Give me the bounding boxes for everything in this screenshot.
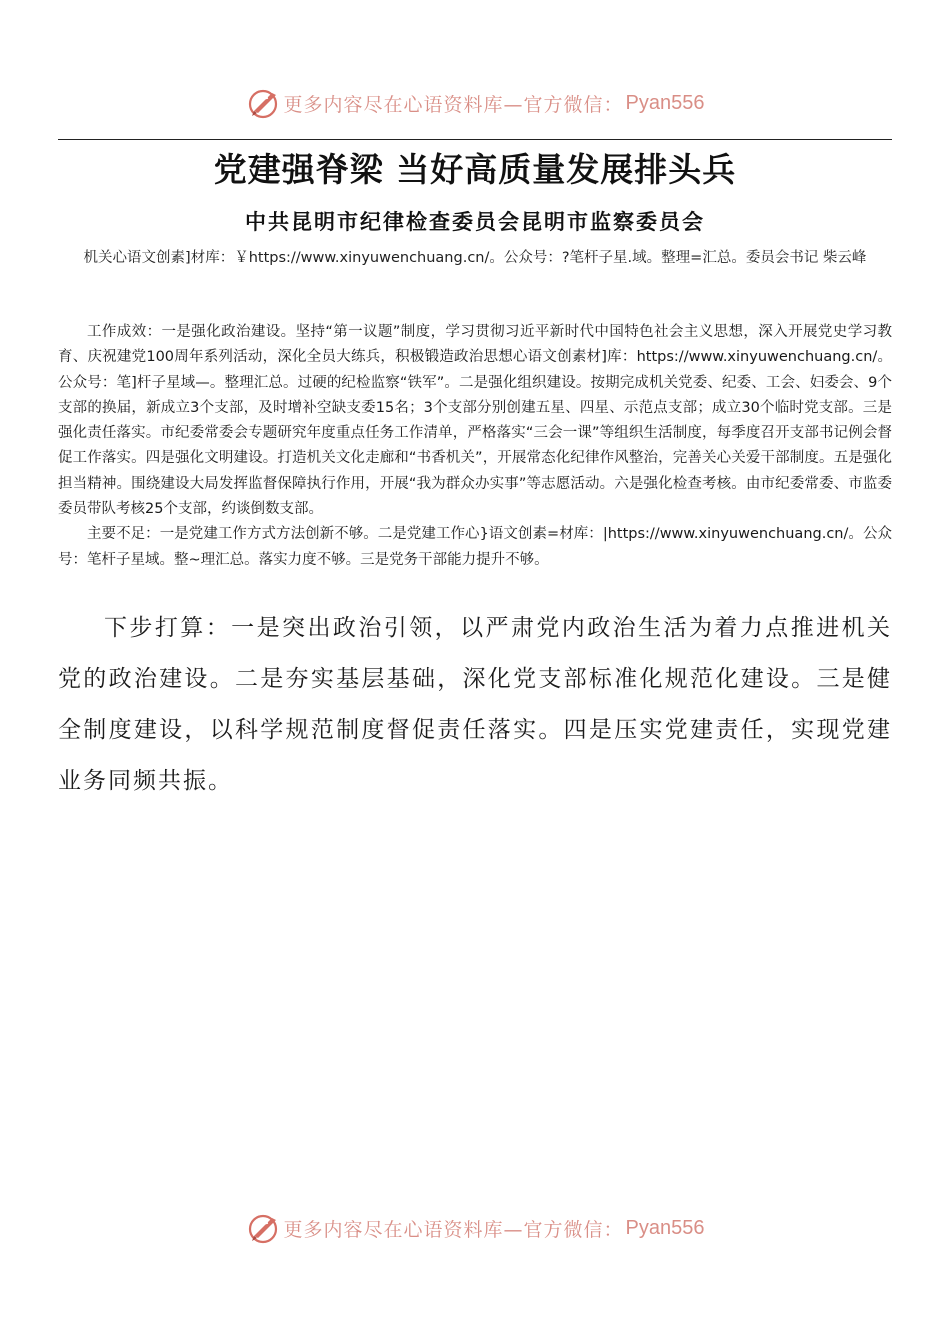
byline: 机关心语文创素]材库：￥https://www.xinyuwenchuang.cn/。公众号：?笔杆子星.域。整理=汇总。委员会书记 柴云峰: [83, 250, 867, 266]
banner-wechat-handle: Pyan556: [625, 91, 705, 114]
page-title: 党建强脊梁 当好高质量发展排头兵: [213, 150, 737, 189]
header-banner: [0, 83, 950, 123]
footer-banner: [0, 1208, 950, 1248]
banner-text: 更多内容尽在心语资料库—官方微信：: [283, 1218, 624, 1241]
paragraph-achievements: 工作成效：一是强化政治建设。坚持“第一议题”制度，学习贯彻习近平新时代中国特色社会主义思想，深入开展党史学习教育、庆祝建党100周年系列活动，深化全员大练兵，积极锻造政治思想心语文创素材]库：https://www.xinyuwenchuang.cn/。公众号：笔]杆子星域—。整理汇总。过硬的纪检监察“铁军”。二是强化组织建设。按期完成机关党委、纪委、工会、妇委会、9个支部的换届，新成立3个支部，及时增补空缺支委15名；3个支部分别创建五星、四星、示范点支部；成立30个临时党支部。三是强化责任落实。市纪委常委会专题研究年度重点任务工作清单，严格落实“三会一课”等组织生活制度，每季度召开支部书记例会督促工作落实。四是强化文明建设。打造机关文化走廊和“书香机关”，开展常态化纪律作风整治，完善关心关爱干部制度。五是强化担当精神。围绕建设大局发挥监督保障执行作用，开展“我为群众办实事”等志愿活动。六是强化检查考核。由市纪委常委、市监委委员带队考核25个支部，约谈倒数支部。: [58, 324, 892, 518]
pen-logo-icon: [246, 1210, 282, 1246]
body-section-large: [58, 603, 892, 807]
paragraph-next-steps: 下步打算：一是突出政治引领，以严肃党内政治生活为着力点推进机关党的政治建设。二是夯实基层基础，深化党支部标准化规范化建设。三是健全制度建设，以科学规范制度督促责任落实。四是压实党建责任，实现党建业务同频共振。: [58, 615, 892, 794]
organization-line: 中共昆明市纪律检查委员会昆明市监察委员会: [245, 210, 705, 234]
header-rule: [58, 139, 892, 140]
paragraph-shortcomings: 主要不足：一是党建工作方式方法创新不够。二是党建工作心}语文创素=材库：|https://www.xinyuwenchuang.cn/。公众号：笔杆子星域。整~理汇总。落实力度不够。三是党务干部能力提升不够。: [58, 526, 892, 568]
banner-text: 更多内容尽在心语资料库—官方微信：: [283, 93, 624, 116]
body-section-small: [58, 320, 892, 573]
banner-wechat-handle: Pyan556: [625, 1216, 705, 1239]
pen-logo-icon: [246, 85, 282, 121]
